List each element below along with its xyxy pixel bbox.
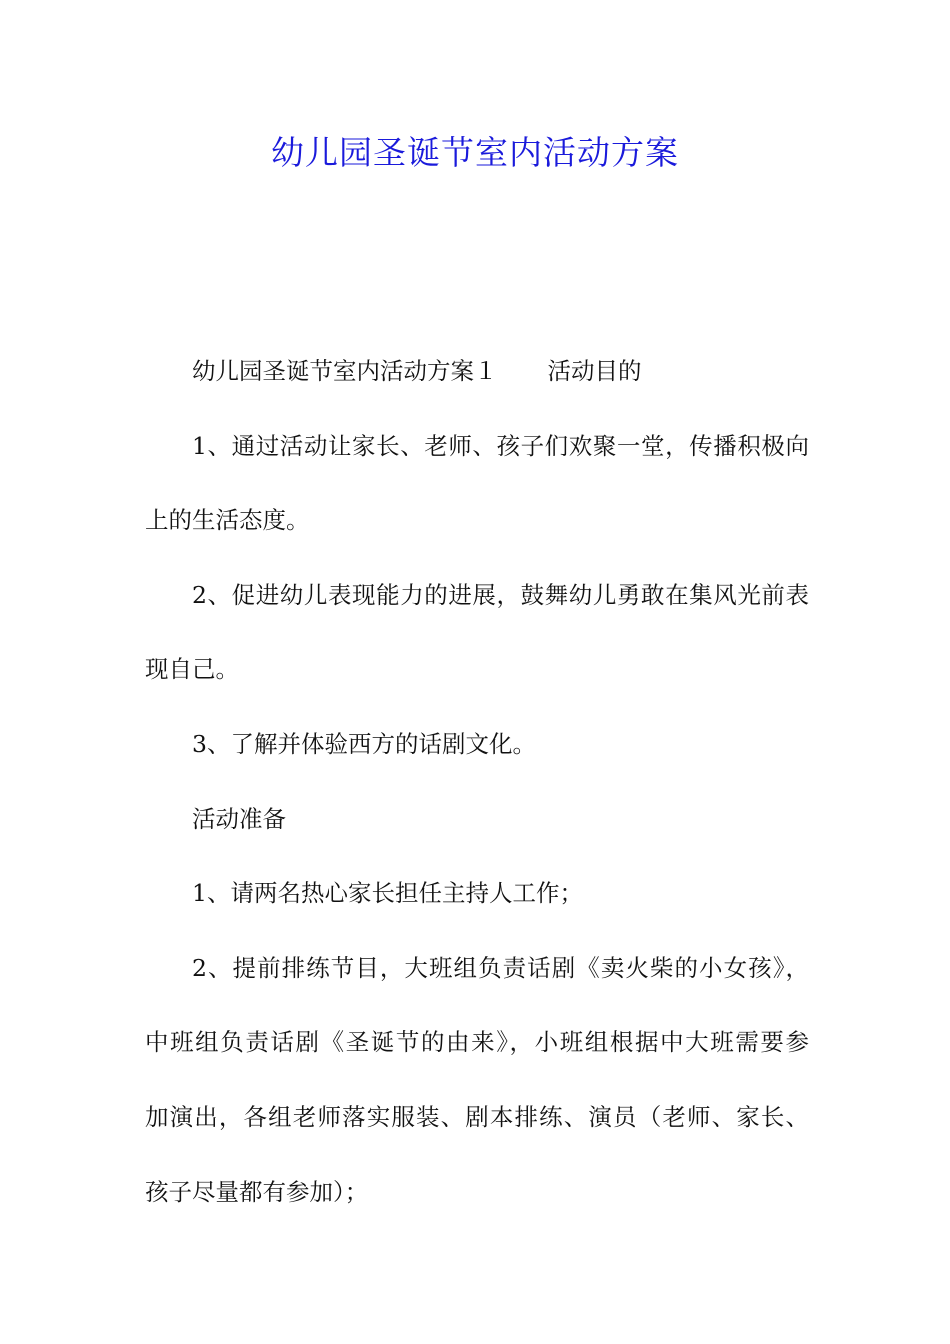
document-body (145, 334, 809, 1229)
paragraph-line: 中班组负责话剧《圣诞节的由来》，小班组根据中大班需要参 (145, 1028, 809, 1057)
paragraph-line: 上的生活态度。 (145, 506, 310, 535)
paragraph-line: 孩子尽量都有参加）； (145, 1177, 369, 1206)
paragraph-line (145, 334, 809, 409)
subsection-heading: 活动目的 (547, 357, 642, 385)
paragraph-line: 现自己。 (145, 655, 239, 684)
paragraph-line: 活动准备 (192, 804, 286, 833)
paragraph-line: 3、了解并体验西方的话剧文化。 (192, 729, 536, 758)
paragraph-line: 1、请两名热心家长担任主持人工作； (192, 879, 583, 908)
document-title: 幼儿园圣诞节室内活动方案 (271, 133, 679, 172)
section-heading: 幼儿园圣诞节室内活动方案１ (192, 357, 498, 385)
paragraph-line: 2、提前排练节目，大班组负责话剧《卖火柴的小女孩》， (192, 953, 809, 982)
paragraph-line: 2、促进幼儿表现能力的进展，鼓舞幼儿勇敢在集风光前表 (192, 580, 809, 609)
paragraph-line: 加演出，各组老师落实服装、剧本排练、演员（老师、家长、 (145, 1102, 809, 1131)
paragraph-line: 1、通过活动让家长、老师、孩子们欢聚一堂，传播积极向 (192, 431, 809, 460)
